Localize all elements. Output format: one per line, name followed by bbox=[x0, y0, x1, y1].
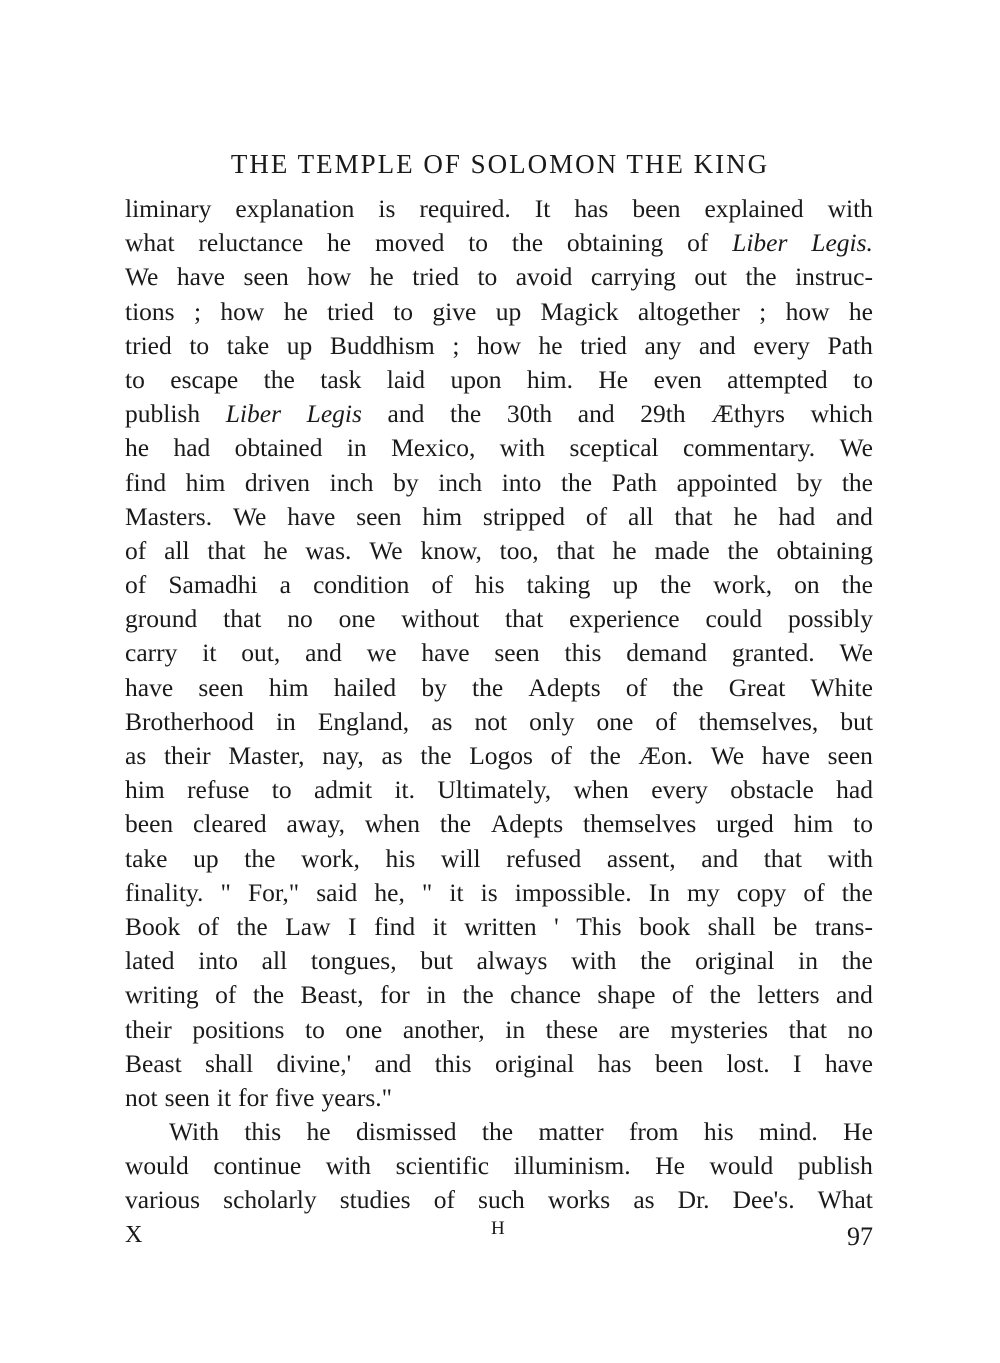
text-line: would continue with scientific illuminism. He would publish bbox=[125, 1151, 873, 1181]
text-line: ground that no one without that experience could possibly bbox=[125, 604, 873, 634]
text-line: of all that he was. We know, too, that he made the obtaining bbox=[125, 535, 873, 565]
text-line: various scholarly studies of such works as Dr. Dee's. What bbox=[125, 1185, 873, 1215]
text-line: finality. " For," said he, " it is impossible. In my copy of the bbox=[125, 877, 873, 907]
signature-mark-left: X bbox=[125, 1222, 143, 1248]
text-line: Masters. We have seen him stripped of all that he had and bbox=[125, 501, 873, 531]
text-line: tions ; how he tried to give up Magick altogether ; how he bbox=[125, 296, 873, 326]
text-line: find him driven inch by inch into the Path appointed by the bbox=[125, 467, 873, 497]
text-line: Book of the Law I find it written ' This book shall be trans- bbox=[125, 911, 873, 941]
text-line: We have seen how he tried to avoid carrying out the instruc- bbox=[125, 262, 873, 292]
text-line: take up the work, his will refused assent, and that with bbox=[125, 843, 873, 873]
text-line: of Samadhi a condition of his taking up the work, on the bbox=[125, 570, 873, 600]
text-line: been cleared away, when the Adepts themselves urged him to bbox=[125, 809, 873, 839]
text-line: not seen it for five years." bbox=[125, 1082, 393, 1112]
text-line: With this he dismissed the matter from his mind. He bbox=[169, 1117, 873, 1147]
signature-mark-center: H bbox=[491, 1218, 505, 1239]
text-line: Brotherhood in England, as not only one of themselves, but bbox=[125, 706, 873, 736]
text-line: writing of the Beast, for in the chance shape of the letters and bbox=[125, 980, 873, 1010]
page-footer bbox=[125, 1218, 873, 1254]
text-line: him refuse to admit it. Ultimately, when every obstacle had bbox=[125, 775, 873, 805]
page-number: 97 bbox=[847, 1222, 873, 1251]
text-line: lated into all tongues, but always with the original in the bbox=[125, 946, 873, 976]
text-line: carry it out, and we have seen this demand granted. We bbox=[125, 638, 873, 668]
running-head: THE TEMPLE OF SOLOMON THE KING bbox=[230, 149, 770, 179]
text-line: publish Liber Legis and the 30th and 29th Æthyrs which bbox=[125, 399, 873, 429]
text-line: liminary explanation is required. It has been explained with bbox=[125, 194, 873, 223]
text-line: have seen him hailed by the Adepts of the Great White bbox=[125, 672, 873, 702]
text-line: to escape the task laid upon him. He even attempted to bbox=[125, 364, 873, 394]
text-line: tried to take up Buddhism ; how he tried any and every Path bbox=[125, 330, 873, 360]
text-line: as their Master, nay, as the Logos of the Æon. We have seen bbox=[125, 741, 873, 770]
body-text bbox=[125, 192, 873, 1218]
text-line: what reluctance he moved to the obtaining of Liber Legis. bbox=[125, 228, 873, 258]
text-line: Beast shall divine,' and this original has been lost. I have bbox=[125, 1048, 873, 1078]
text-line: he had obtained in Mexico, with sceptical commentary. We bbox=[125, 433, 873, 463]
text-line: their positions to one another, in these are mysteries that no bbox=[125, 1014, 873, 1044]
